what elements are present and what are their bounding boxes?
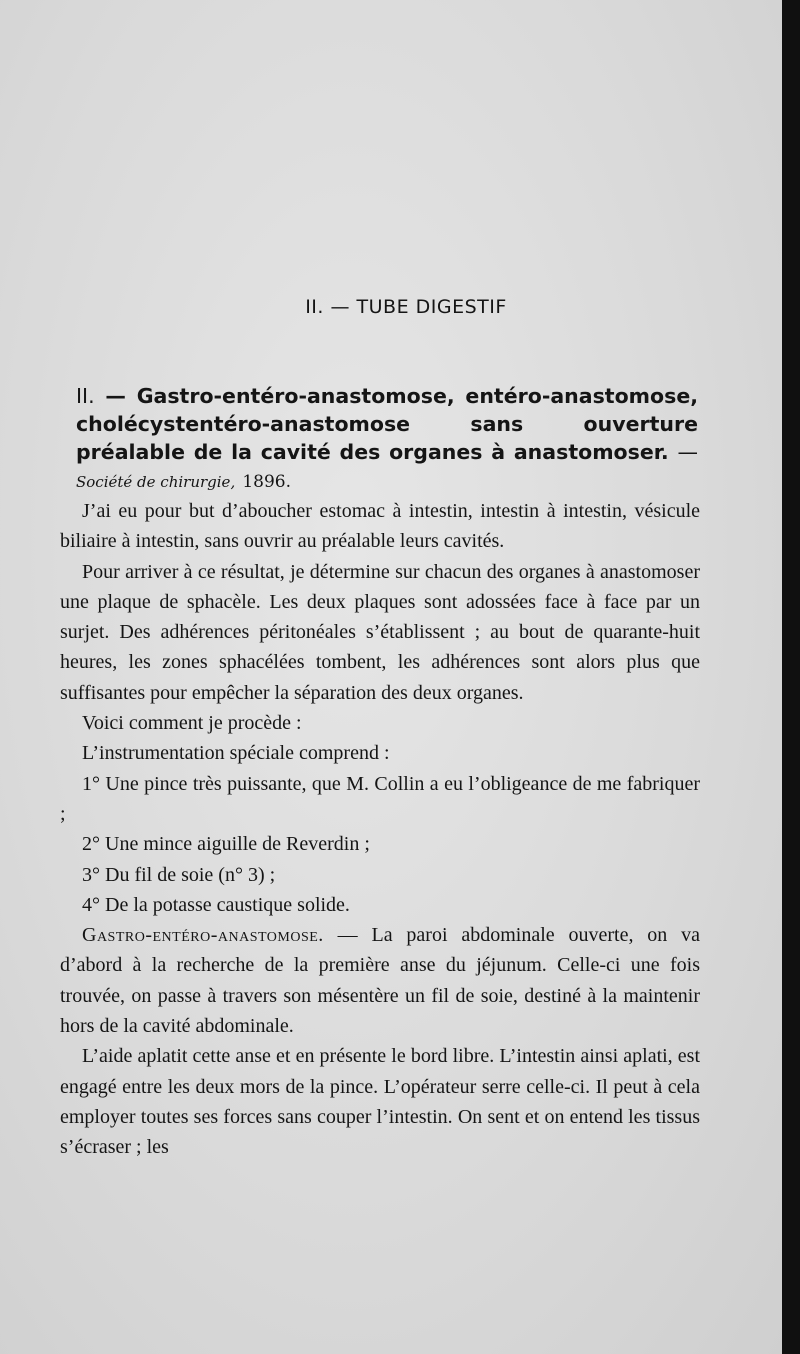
list-item-2: 2° Une mince aiguille de Reverdin ; xyxy=(82,833,370,856)
source-dash: — xyxy=(677,440,698,464)
list-item-1: 1° Une pince très puissante, que M. Collin a eu l’obligeance de me fabriquer ; xyxy=(60,772,700,825)
article-year: 1896. xyxy=(242,472,292,492)
gastro-text: — La paroi abdominale ouverte, on va d’abord à la recherche de la première anse du jéjunum. Celle-ci une fois trouvée, on passe à travers son mésentère un fil de soie, destiné à la maintenir hors de la cavité abdominale. xyxy=(60,924,700,1038)
section-heading: II. — TUBE DIGESTIF xyxy=(305,296,507,318)
article-title xyxy=(76,382,698,496)
body-text xyxy=(60,496,700,1163)
article-source: Société de chirurgie, xyxy=(76,473,236,491)
article-title-text: — Gastro-entéro-anastomose, entéro-anastomose, cholécystentéro-anastomose sans ouverture préalable de la cavité des organes à anastomoser. xyxy=(76,384,699,464)
gastro-label: Gastro-entéro-anastomose. xyxy=(82,924,324,947)
paragraph-4: L’instrumentation spéciale comprend : xyxy=(82,742,390,765)
scan-edge xyxy=(782,0,800,1354)
last-paragraph: L’aide aplatit cette anse et en présente le bord libre. L’intestin ainsi aplati, est engagé entre les deux mors de la pince. L’opérateur serre celle-ci. Il peut à cela employer toutes ses forces sans couper l’intestin. On sent et on entend les tissus s’écraser ; les xyxy=(60,1045,700,1159)
gastro-paragraph xyxy=(60,920,700,1041)
list-item-3: 3° Du fil de soie (n° 3) ; xyxy=(82,863,276,886)
article-number: II. xyxy=(76,384,95,408)
paragraph-3: Voici comment je procède : xyxy=(82,712,302,735)
paragraph-2: Pour arriver à ce résultat, je détermine sur chacun des organes à anastomoser une plaque de sphacèle. Les deux plaques sont adossées face à face par un surjet. Des adhérences péritonéales s’établissent ; au bout de quarante-huit heures, les zones sphacélées tombent, les adhérences sont alors plus que suffisantes pour empêcher la séparation des deux organes. xyxy=(60,560,700,704)
paragraph-1: J’ai eu pour but d’aboucher estomac à intestin, intestin à intestin, vésicule biliaire à intestin, sans ouvrir au préalable leurs cavités. xyxy=(60,500,700,553)
list-item-4: 4° De la potasse caustique solide. xyxy=(82,893,350,916)
